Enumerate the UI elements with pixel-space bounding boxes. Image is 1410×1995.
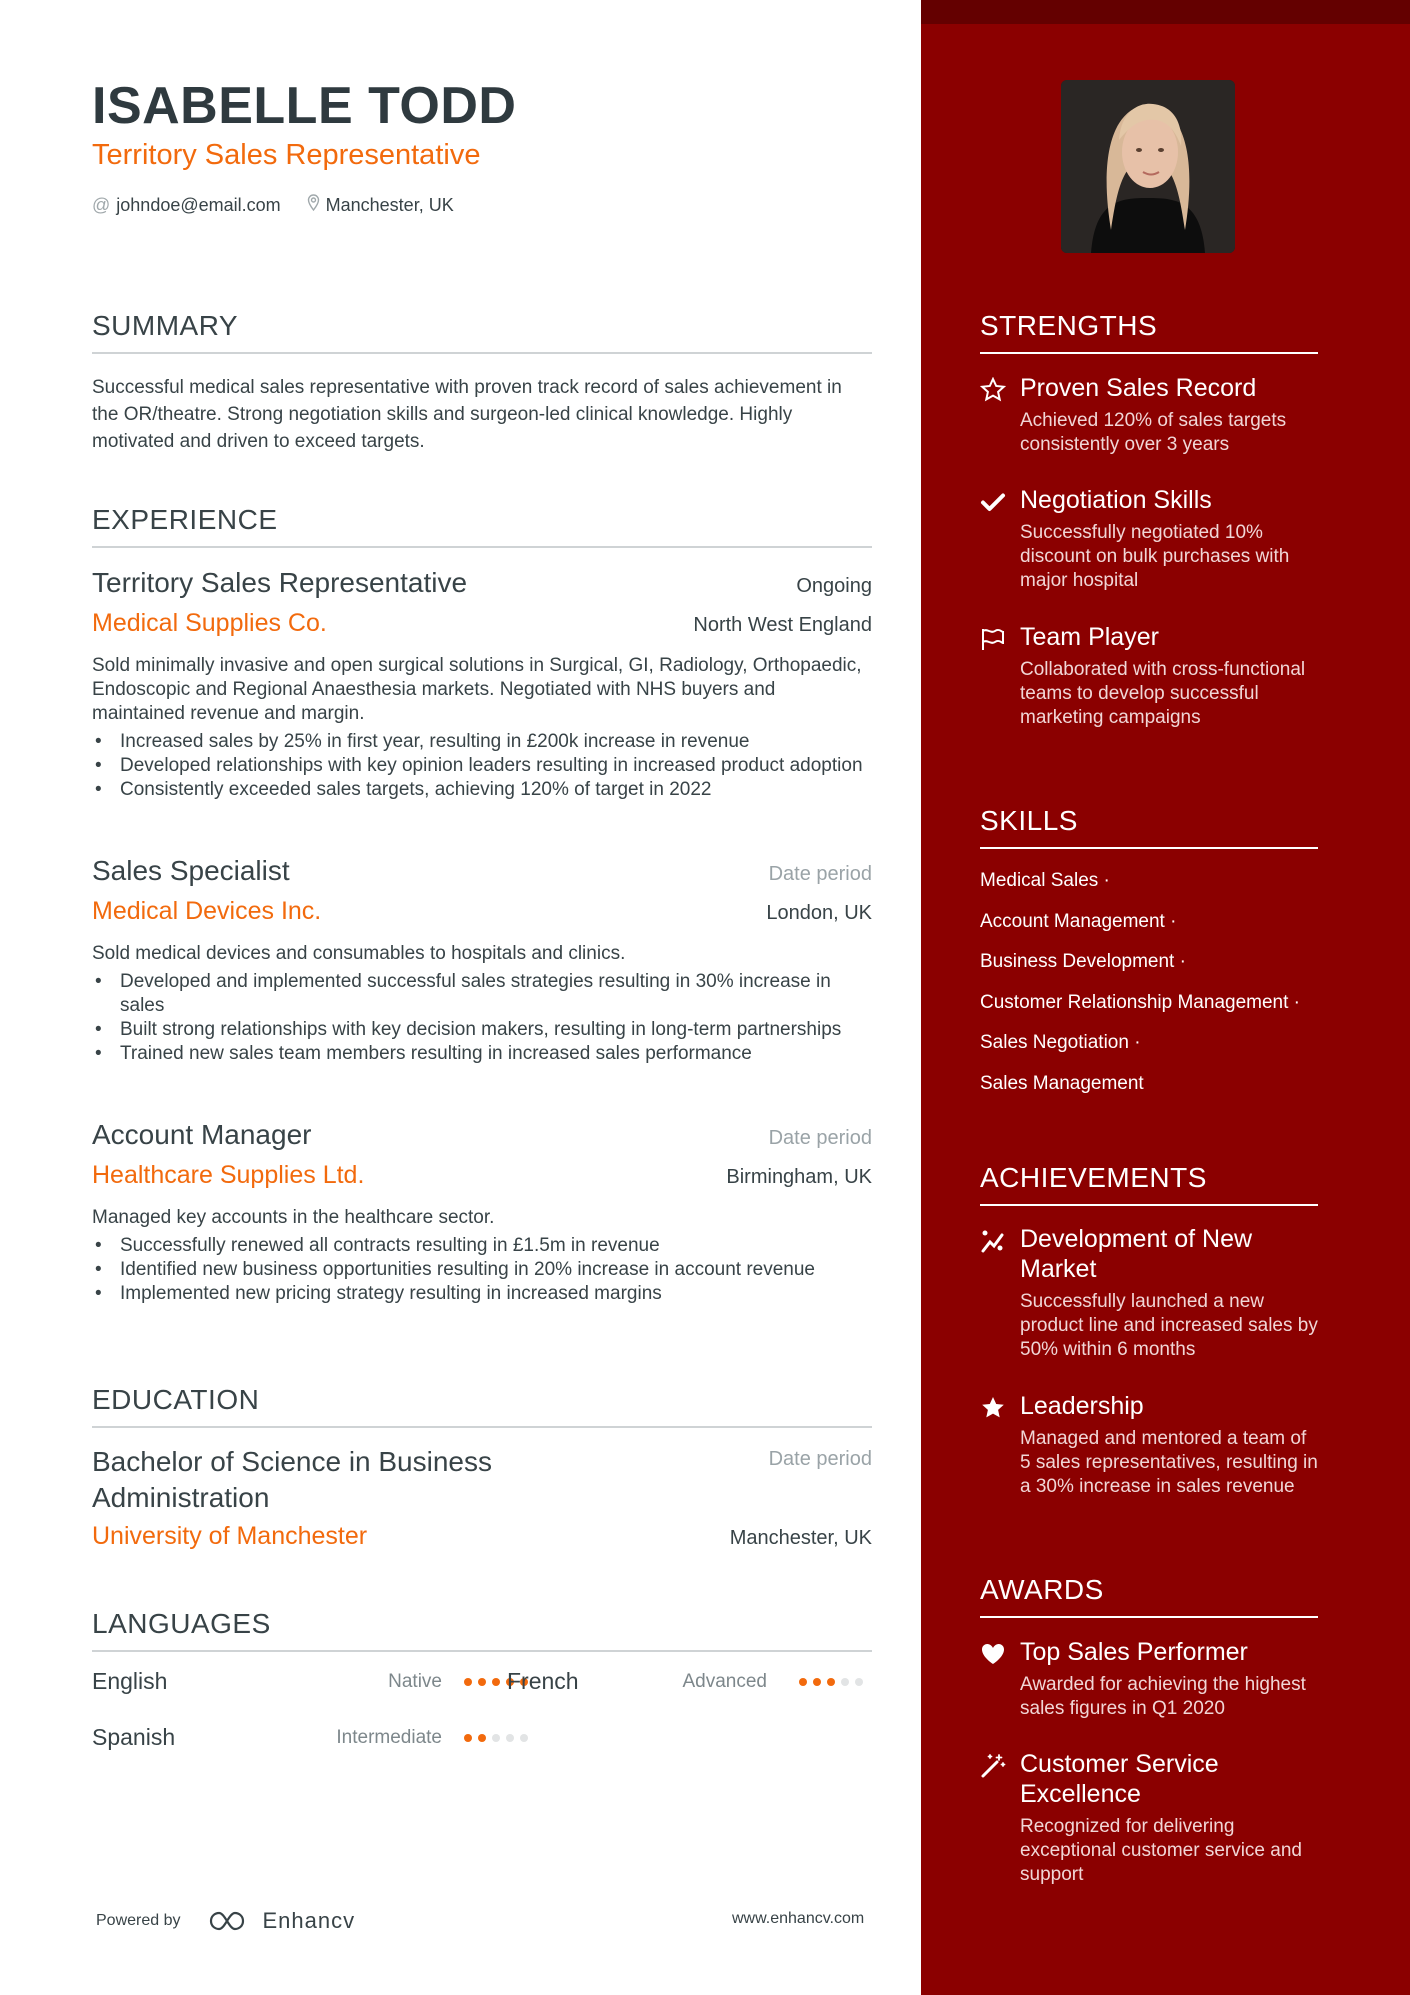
magic-wand-icon [980,1753,1006,1779]
sidebar-top-bar [921,0,1410,24]
job-bullet: • Built strong relationships with key decision makers, resulting in long-term partnerships [92,1018,872,1042]
strength-title: Negotiation Skills [1020,486,1212,514]
rating-dot-filled [799,1678,807,1686]
awards-heading: AWARDS [980,1574,1318,1618]
award-item [980,1637,1320,1721]
rating-dot-filled [464,1678,472,1686]
school-location: Manchester, UK [729,1527,872,1549]
rating-dot-filled [478,1734,486,1742]
language-name: English [92,1668,168,1694]
language-rating [799,1678,869,1686]
language-level: Advanced [682,1670,767,1692]
rating-dot-empty [492,1734,500,1742]
enhancv-logo-icon [207,1909,255,1933]
powered-by-text: Powered by [96,1912,181,1929]
skills-heading: SKILLS [980,805,1318,849]
summary-heading: SUMMARY [92,310,872,354]
job-bullets [92,1234,872,1306]
languages-heading: LANGUAGES [92,1608,872,1652]
rating-dot-filled [827,1678,835,1686]
contact-info [92,194,480,216]
language-name: Spanish [92,1724,176,1750]
skill-item: Sales Negotiation · [980,1032,1141,1053]
job-bullet: • Developed relationships with key opinion leaders resulting in increased product adoption [92,754,872,778]
education-heading: EDUCATION [92,1384,872,1428]
strength-desc: Achieved 120% of sales targets consistently over 3 years [1020,410,1287,455]
brand-name: Enhancv [262,1908,356,1933]
job-title: Territory Sales Representative [92,567,468,598]
language-level: Intermediate [336,1726,442,1748]
contact-location [307,194,454,216]
star-filled-icon [980,1395,1006,1421]
flag-icon [980,626,1006,652]
job-description: Sold minimally invasive and open surgical solutions in Surgical, GI, Radiology, Orthopaedic, Endoscopic and Regional Anaesthesia markets. Negotiated with NHS buyers and maintained revenue and margin. [92,655,862,724]
achievements-heading: ACHIEVEMENTS [980,1162,1318,1206]
language-rating [464,1734,534,1742]
job-description: Managed key accounts in the healthcare sector. [92,1207,495,1228]
job-entry [92,855,872,1066]
strength-title: Team Player [1020,623,1159,651]
candidate-name: ISABELLE TODD [92,77,517,135]
award-desc: Recognized for delivering exceptional customer service and support [1020,1816,1302,1885]
language-item [507,1668,869,1695]
rating-dot-filled [813,1678,821,1686]
language-item [92,1724,534,1751]
job-location: North West England [693,614,872,636]
award-title: Top Sales Performer [1020,1638,1248,1666]
rating-dot-filled [464,1734,472,1742]
skill-item: Customer Relationship Management · [980,992,1300,1013]
avatar-portrait-icon [1061,80,1235,253]
strength-item [980,373,1320,457]
language-item [92,1668,534,1695]
strengths-heading: STRENGTHS [980,310,1318,354]
job-bullet: • Successfully renewed all contracts resulting in £1.5m in revenue [92,1234,872,1258]
achievement-desc: Successfully launched a new product line and increased sales by 50% within 6 months [1020,1291,1318,1360]
footer-powered [96,1908,355,1934]
rating-dot-empty [520,1734,528,1742]
at-icon: @ [92,194,111,215]
experience-heading: EXPERIENCE [92,504,872,548]
contact-email[interactable] [92,195,281,216]
candidate-title: Territory Sales Representative [92,139,481,171]
education-date: Date period [768,1448,872,1470]
job-bullet: • Increased sales by 25% in first year, resulting in £200k increase in revenue [92,730,872,754]
growth-icon [980,1228,1006,1254]
strength-item [980,622,1320,730]
rating-dot-empty [841,1678,849,1686]
achievement-desc: Managed and mentored a team of 5 sales representatives, resulting in a 30% increase in sales revenue [1020,1428,1318,1497]
job-entry [92,567,872,802]
job-date: Date period [768,1127,872,1149]
achievement-title: Development of New Market [1020,1225,1253,1283]
strength-desc: Collaborated with cross-functional teams to develop successful marketing campaigns [1020,659,1306,728]
language-name: French [507,1668,579,1694]
job-title: Sales Specialist [92,855,290,886]
job-title: Account Manager [92,1119,312,1150]
achievement-item [980,1224,1320,1362]
job-bullet: • Developed and implemented successful sales strategies resulting in 30% increase in sales [92,970,872,1018]
star-outline-icon [980,377,1006,403]
footer-url[interactable]: www.enhancv.com [732,1910,865,1927]
heart-icon [980,1641,1006,1667]
pin-icon [307,194,320,216]
award-item [980,1749,1320,1887]
job-company: Medical Devices Inc. [92,897,322,925]
skill-item: Medical Sales · [980,870,1110,891]
degree-title: Bachelor of Science in Business Administration [92,1446,492,1513]
job-bullets [92,730,872,802]
skill-item: Sales Management [980,1073,1144,1094]
email-text: johndoe@email.com [116,194,281,215]
job-bullet: • Identified new business opportunities resulting in 20% increase in account revenue [92,1258,872,1282]
rating-dot-empty [506,1734,514,1742]
school-name: University of Manchester [92,1522,368,1550]
job-company: Healthcare Supplies Ltd. [92,1161,365,1189]
location-text: Manchester, UK [325,194,454,215]
achievement-item [980,1391,1320,1499]
rating-dot-filled [492,1678,500,1686]
job-bullet: • Consistently exceeded sales targets, achieving 120% of target in 2022 [92,778,872,802]
achievement-title: Leadership [1020,1392,1144,1420]
rating-dot-filled [478,1678,486,1686]
award-desc: Awarded for achieving the highest sales figures in Q1 2020 [1020,1674,1306,1719]
strength-item [980,485,1320,593]
checkmark-icon [980,489,1006,515]
job-bullet: • Implemented new pricing strategy resulting in increased margins [92,1282,872,1306]
brand-logo[interactable] [207,1908,356,1934]
skill-item: Business Development · [980,951,1186,972]
job-description: Sold medical devices and consumables to hospitals and clinics. [92,943,626,964]
job-bullet: • Trained new sales team members resulting in increased sales performance [92,1042,872,1066]
avatar [1061,80,1235,253]
job-date: Ongoing [796,575,872,597]
award-title: Customer Service Excellence [1020,1750,1219,1808]
job-entry [92,1119,872,1306]
job-date: Date period [768,863,872,885]
strength-desc: Successfully negotiated 10% discount on bulk purchases with major hospital [1020,522,1290,591]
skill-item: Account Management · [980,911,1177,932]
strength-title: Proven Sales Record [1020,374,1257,402]
job-location: Birmingham, UK [726,1166,872,1188]
education-entry [92,1444,872,1551]
rating-dot-empty [855,1678,863,1686]
job-company: Medical Supplies Co. [92,609,327,637]
job-bullets [92,970,872,1066]
summary-text: Successful medical sales representative with proven track record of sales achievement in the OR/theatre. Strong negotiation skills and surgeon-led clinical knowledge. Highly motivated and driven to exceed targets. [92,377,842,452]
job-location: London, UK [766,902,872,924]
language-level: Native [388,1670,442,1692]
